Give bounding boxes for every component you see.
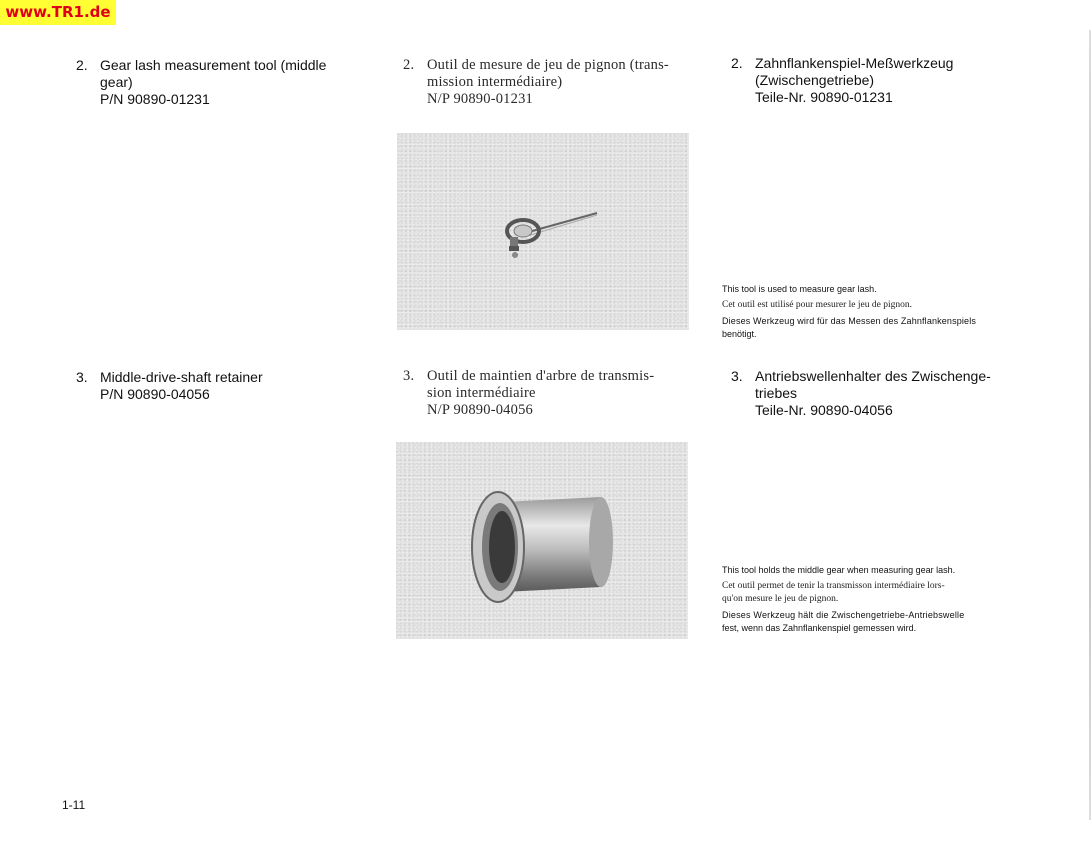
tool2-de-line2: (Zwischengetriebe) xyxy=(755,72,875,88)
tool3-en-line1: Middle-drive-shaft retainer xyxy=(100,369,263,385)
watermark-logo[interactable]: www.TR1.de xyxy=(0,0,116,25)
tool2-de-line1: Zahnflankenspiel-Meßwerkzeug xyxy=(755,55,954,71)
item-number: 3. xyxy=(76,369,88,385)
tool2-en-line1: Gear lash measurement tool (middle xyxy=(100,57,327,73)
tool3-de-partno: Teile-Nr. 90890-04056 xyxy=(755,402,893,418)
tool2-note xyxy=(722,283,1020,341)
tool2-en-line2: gear) xyxy=(100,74,133,90)
tool3-note-fr xyxy=(722,580,1020,606)
tool2-en-partno: P/N 90890-01231 xyxy=(100,91,210,107)
tool2-photo xyxy=(397,133,689,330)
tool3-note-fr-line2: qu'on mesure le jeu de pignon. xyxy=(722,594,839,604)
tool2-note-de-line1: Dieses Werkzeug wird für das Messen des Zahnflankenspiels xyxy=(722,316,976,326)
tool2-fr-line2: mission intermédiaire) xyxy=(427,74,563,90)
tool2-note-en: This tool is used to measure gear lash. xyxy=(722,284,877,294)
tool3-fr-line2: sion intermédiaire xyxy=(427,385,536,401)
tool3-de-line2: triebes xyxy=(755,385,798,401)
item-number: 2. xyxy=(403,57,415,73)
tool3-de-line1: Antriebswellenhalter des Zwischenge- xyxy=(755,368,991,384)
tool2-note-de xyxy=(722,315,1020,341)
tool3-note-de-line1: Dieses Werkzeug hält die Zwischengetriebe-Antriebswelle xyxy=(722,610,965,620)
item-number: 3. xyxy=(731,368,743,384)
page-number: 1-11 xyxy=(62,798,86,812)
tool3-note-de xyxy=(722,609,1020,635)
tool3-note-de-line2: fest, wenn das Zahnflankenspiel gemessen wird. xyxy=(722,623,917,633)
tool2-note-de-line2: benötigt. xyxy=(722,329,757,339)
tool2-fr-line1: Outil de mesure de jeu de pignon (trans- xyxy=(427,57,669,73)
item-number: 2. xyxy=(731,55,743,71)
item-number: 3. xyxy=(403,368,415,384)
tool3-note xyxy=(722,564,1020,635)
shaft-retainer-image xyxy=(396,442,688,639)
tool2-de-partno: Teile-Nr. 90890-01231 xyxy=(755,89,893,105)
item-number: 2. xyxy=(76,57,88,73)
tool3-note-en: This tool holds the middle gear when measuring gear lash. xyxy=(722,565,956,575)
tool2-note-fr: Cet outil est utilisé pour mesurer le jeu de pignon. xyxy=(722,300,912,310)
tool3-fr-line1: Outil de maintien d'arbre de transmis- xyxy=(427,368,655,384)
tool3-en-partno: P/N 90890-04056 xyxy=(100,386,210,402)
tool3-photo xyxy=(396,442,688,639)
gear-lash-tool-image xyxy=(397,133,689,330)
tool3-fr-partno: N/P 90890-04056 xyxy=(427,402,533,418)
tool3-note-fr-line1: Cet outil permet de tenir la transmisson intermédiaire lors- xyxy=(722,581,945,591)
tool2-fr-partno: N/P 90890-01231 xyxy=(427,91,533,107)
